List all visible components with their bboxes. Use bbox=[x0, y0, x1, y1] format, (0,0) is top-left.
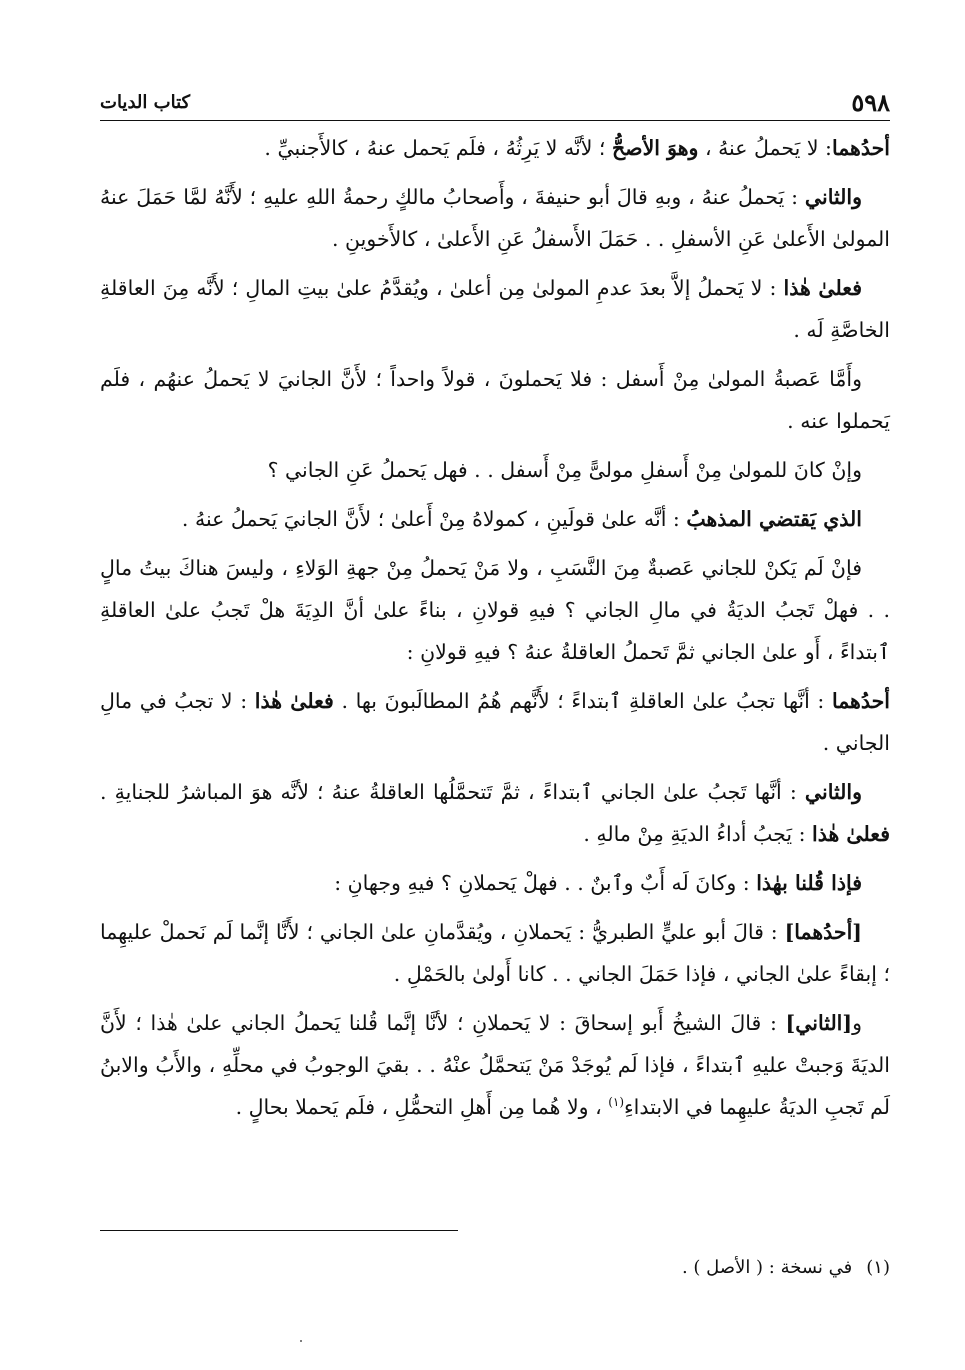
paragraph-6 bbox=[100, 498, 890, 540]
paragraph-lead: [الثاني] bbox=[785, 1011, 853, 1035]
footnote-marker: (١) bbox=[866, 1257, 890, 1278]
paragraph-text: فإنْ لَم يَكنْ للجاني عَصبةٌ مِنَ النَّسَبِ ، ولا مَنْ يَحملُ مِنْ جهةِ الوَلاءِ ، وليسَ هناكَ بيتُ مالٍ . . فهلْ تَجبُ الديَةُ في مالِ الجاني ؟ فيهِ قولانِ ، بناءً علىٰ أنَّ الدِيَةَ هلْ تَجبُ علىٰ العاقلةِ ٱبتداءً ، أَو علىٰ الجاني ثمَّ تَحملُ العاقلةُ عنهُ ؟ فيهِ قولانِ : bbox=[100, 556, 890, 664]
paragraph-2 bbox=[100, 176, 890, 260]
paragraph-11 bbox=[100, 911, 890, 995]
paragraph-7 bbox=[100, 547, 890, 673]
document-page bbox=[100, 80, 890, 1340]
scan-speck bbox=[300, 1340, 302, 1342]
paragraph-text: : لا يَحملُ إلاَّ بعدَ عدمِ المولىٰ مِن أعلىٰ ، ويُقدَّمُ علىٰ بيتِ المالِ ؛ لأَنَّه مِنَ العاقلةِ الخاصَّةِ لَه . bbox=[100, 276, 890, 342]
paragraph-text: ؛ لأنَّه لا يَرِثُهُ ، فلَم يَحمل عنهُ ، كالأَجنبيِّ . bbox=[264, 136, 612, 160]
paragraph-text: : أنَّها تجبُ علىٰ العاقلةِ ٱبتداءً ؛ لأَنَّهم هُمُ المطالَبونَ بها . bbox=[333, 689, 832, 713]
paragraph-emphasis: فعلىٰ هٰذا bbox=[812, 822, 890, 846]
paragraph-text: : يَجبُ أداءُ الديَةِ مِنْ مالهِ . bbox=[583, 822, 813, 846]
footnote-text: في نسخة : ( الأصل ) . bbox=[681, 1257, 853, 1278]
footnote-divider bbox=[100, 1230, 458, 1231]
paragraph-emphasis: وهوَ الأصحُّ bbox=[611, 136, 699, 160]
paragraph-lead: أحدُهما bbox=[831, 689, 890, 713]
paragraph-4 bbox=[100, 358, 890, 442]
paragraph-lead: والثاني bbox=[804, 185, 862, 209]
body-text bbox=[100, 121, 890, 1128]
paragraph-lead: الذي يَقتضي المذهبُ bbox=[686, 507, 862, 531]
book-title: كتاب الديات bbox=[100, 92, 191, 113]
paragraph-12 bbox=[100, 1002, 890, 1128]
paragraph-3 bbox=[100, 267, 890, 351]
paragraph-10 bbox=[100, 862, 890, 904]
paragraph-8 bbox=[100, 680, 890, 764]
paragraph-9 bbox=[100, 771, 890, 855]
paragraph-lead: [أحدُهما] bbox=[784, 920, 862, 944]
paragraph-text: : وكانَ لَه أَبٌ وٱبنٌ . . فهلْ يَحملانِ ؟ فيهِ وجهانِ : bbox=[334, 871, 757, 895]
paragraph-1 bbox=[100, 127, 890, 169]
paragraph-text: وإنْ كانَ للمولىٰ مِنْ أَسفلِ مولىًّ مِنْ أَسفل . . فهل يَحملُ عَنِ الجاني ؟ bbox=[267, 458, 862, 482]
paragraph-emphasis: فعلىٰ هٰذا bbox=[254, 689, 334, 713]
paragraph-text: وأَمَّا عَصبةُ المولىٰ مِنْ أَسفل : فلا يَحملونَ ، قولاً واحداً ؛ لأَنَّ الجانيَ لا يَحملُ عنهُم ، فلَم يَحملوا عنه . bbox=[100, 367, 890, 433]
paragraph-5 bbox=[100, 449, 890, 491]
paragraph-text: ، ولا هُما مِن أَهلِ التحمُّلِ ، فلَم يَحملا بحالٍ . bbox=[235, 1095, 609, 1119]
paragraph-prefix: و bbox=[852, 1011, 862, 1035]
paragraph-text: : أنَّه علىٰ قولَينِ ، كمولاهُ مِنْ أَعلىٰ ؛ لأَنَّ الجانيَ يَحملُ عنهُ . bbox=[181, 507, 687, 531]
paragraph-text: : أنَّها تَجبُ علىٰ الجاني ٱبتداءً ، ثمَّ تَتحمَّلُها العاقلةُ عنهُ ؛ لأنَّه هوَ المباشرُ للجنايةِ . bbox=[100, 780, 805, 804]
paragraph-text: : لا يَحملُ عنهُ ، bbox=[698, 136, 832, 160]
paragraph-text: : لا تجبُ في مالِ الجاني . bbox=[100, 689, 890, 755]
paragraph-lead: فإذا قُلنا بهٰذا bbox=[756, 871, 862, 895]
footnote bbox=[668, 1257, 890, 1278]
paragraph-text: : قالَ الشيخُ أَبو إسحاقَ : لا يَحملانِ ؛ لأنَّا إنَّما قُلنا يَحملُ الجاني علىٰ هٰذا ؛ لأَنَّ الديَةَ وَجبتْ عليهِ ٱبتداءً ، فإذا لَم يُوجَدْ مَنْ يَتحمَّلُ عنْهُ . . بقيَ الوجوبُ في محلِّهِ ، والأَبُ والابنُ لَم تَجبِ الديَةُ عليهِما في الابتداءِ bbox=[100, 1011, 890, 1119]
paragraph-lead: فعلىٰ هٰذا bbox=[783, 276, 862, 300]
page-header bbox=[100, 80, 890, 121]
page-number: ٥٩٨ bbox=[851, 88, 890, 117]
paragraph-lead: والثاني bbox=[804, 780, 862, 804]
paragraph-text: : يَحملُ عنهُ ، وبهِ قالَ أبو حنيفةَ ، وأَصحابُ مالكٍ رحمةُ اللهِ عليهِ ؛ لأَنَّهُ لمَّا حَمَلَ عنهُ المولىٰ الأَعلىٰ عَنِ الأسفلِ . . حَمَلَ الأَسفلُ عَنِ الأَعلىٰ ، كالأَخوينِ . bbox=[100, 185, 890, 251]
paragraph-text: : قالَ أبو عليٍّ الطبريُّ : يَحملانِ ، ويُقدَّمانِ علىٰ الجاني ؛ لأَنَّا إنَّما لَم نَحملْ عليهِما ؛ إبقاءً علىٰ الجاني ، فإذا حَمَلَ الجاني . . كانا أَولىٰ بالحَمْلِ . bbox=[100, 920, 890, 986]
paragraph-lead: أحدُهما bbox=[831, 136, 890, 160]
footnote-reference[interactable]: (١) bbox=[608, 1095, 625, 1110]
